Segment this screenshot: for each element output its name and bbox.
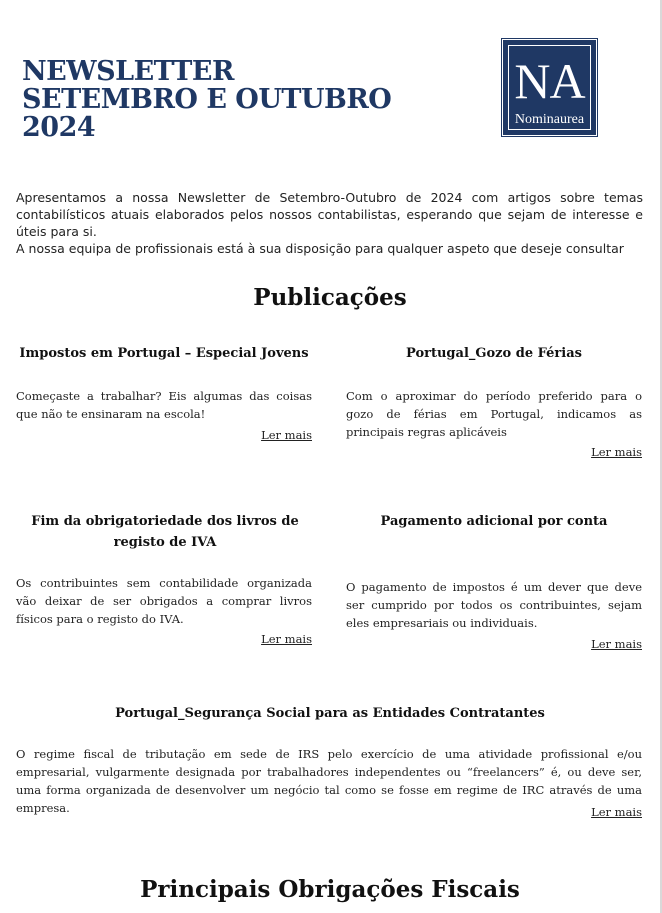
publication-title: Impostos em Portugal – Especial Jovens xyxy=(19,346,309,361)
publication-title: Pagamento adicional por conta xyxy=(380,514,608,529)
read-more-link[interactable]: Ler mais xyxy=(591,445,642,459)
logo-frame xyxy=(508,45,591,130)
intro-text xyxy=(16,189,643,257)
read-more-link[interactable]: Ler mais xyxy=(261,632,312,646)
title-line-2: SETEMBRO E OUTUBRO xyxy=(22,84,392,115)
publications-heading: Publicações xyxy=(253,284,407,311)
publication-title: Fim da obrigatoriedade dos livros de registo de IVA xyxy=(31,514,299,550)
publication-description: O regime fiscal de tributação em sede de IRS pelo exercício de uma atividade profissional e/ou empresarial, vulgarmente designada por trabalhadores independentes ou “freelancers” é, ou deve ser, uma forma organizada de desenvolver um negócio tal como se fosse em regime de IRC através de uma empresa. xyxy=(16,747,642,815)
obligations-heading: Principais Obrigações Fiscais xyxy=(140,876,520,903)
title-line-3: 2024 xyxy=(22,112,96,143)
publication-title: Portugal_Segurança Social para as Entidades Contratantes xyxy=(115,706,545,721)
read-more-link[interactable]: Ler mais xyxy=(591,805,642,819)
intro-paragraph-2: A nossa equipa de profissionais está à sua disposição para qualquer aspeto que deseje consultar xyxy=(16,241,624,256)
publication-description: O pagamento de impostos é um dever que deve ser cumprido por todos os contribuintes, sejam eles empresariais ou individuais. xyxy=(346,580,642,630)
publication-description: Os contribuintes sem contabilidade organizada vão deixar de ser obrigados a comprar livros físicos para o registo do IVA. xyxy=(16,576,312,626)
logo-name: Nominaurea xyxy=(514,112,585,127)
logo-mark: NA xyxy=(514,53,585,109)
read-more-link[interactable]: Ler mais xyxy=(261,428,312,442)
publication-description: Começaste a trabalhar? Eis algumas das coisas que não te ensinaram na escola! xyxy=(16,389,312,421)
company-logo xyxy=(503,40,596,135)
title-line-1: NEWSLETTER xyxy=(22,56,234,87)
publication-description: Com o aproximar do período preferido para o gozo de férias em Portugal, indicamos as principais regras aplicáveis xyxy=(346,389,642,439)
intro-paragraph-1: Apresentamos a nossa Newsletter de Setembro-Outubro de 2024 com artigos sobre temas contabilísticos atuais elaborados pelos nossos contabilistas, esperando que sejam de interesse e úteis para si. xyxy=(16,190,643,239)
newsletter-title xyxy=(22,58,391,142)
publication-title: Portugal_Gozo de Férias xyxy=(406,346,582,361)
read-more-link[interactable]: Ler mais xyxy=(591,637,642,651)
